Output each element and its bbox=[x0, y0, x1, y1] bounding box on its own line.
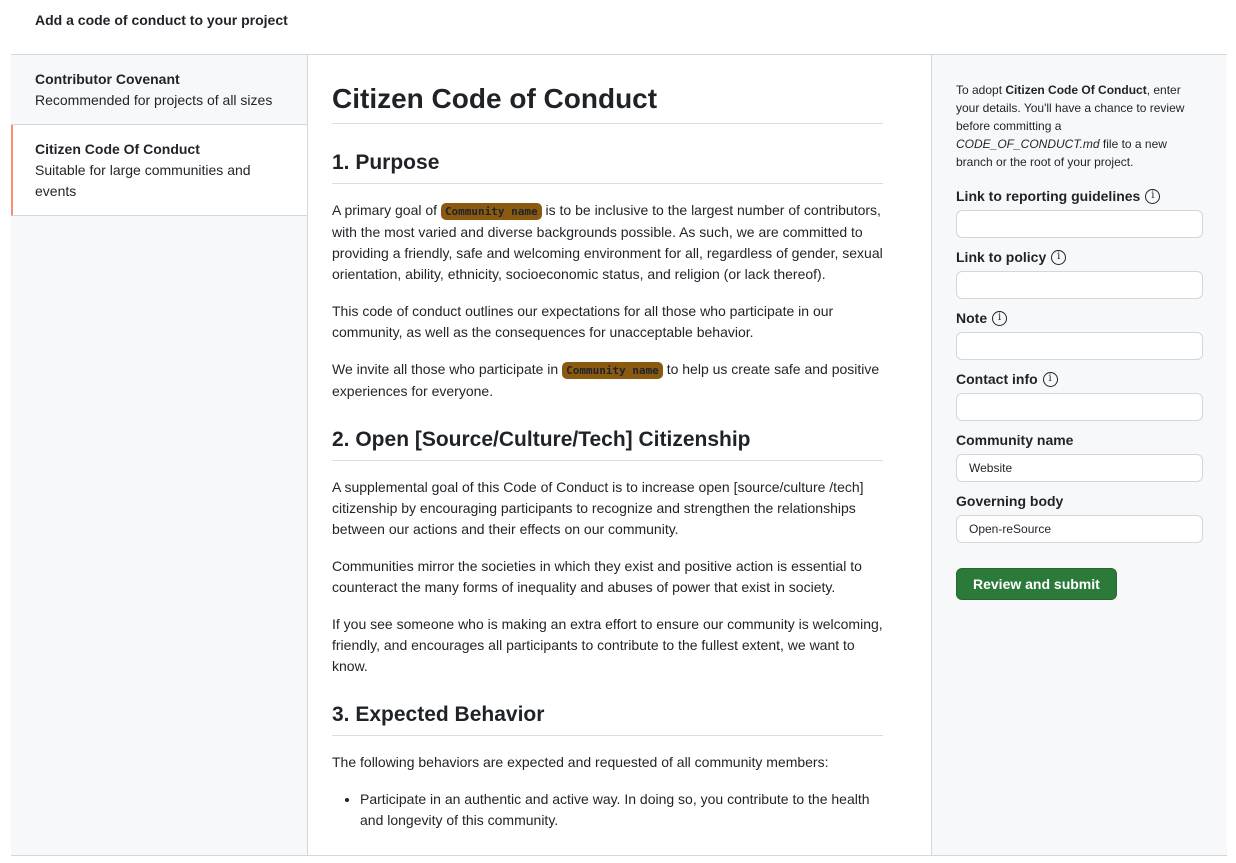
contact-info-input[interactable] bbox=[956, 393, 1203, 421]
sidebar-item-desc: Recommended for projects of all sizes bbox=[35, 92, 273, 108]
section-heading: 3. Expected Behavior bbox=[332, 701, 883, 736]
document-preview bbox=[308, 55, 931, 855]
policy-input[interactable] bbox=[956, 271, 1203, 299]
paragraph: Communities mirror the societies in which they exist and positive action is essential to counteract the many forms of inequality and abuses of power that exist in society. bbox=[332, 558, 862, 595]
text: A primary goal of bbox=[332, 202, 441, 218]
text: We invite all those who participate in bbox=[332, 361, 563, 377]
code-of-conduct-chooser bbox=[11, 54, 1227, 856]
note-input[interactable] bbox=[956, 332, 1203, 360]
paragraph: This code of conduct outlines our expectations for all those who participate in our community, as well as the consequences for unacceptable behavior. bbox=[332, 303, 834, 340]
sidebar-item-desc: Suitable for large communities and events bbox=[35, 162, 251, 199]
text: to help us create safe and positive experiences for everyone. bbox=[332, 361, 880, 399]
paragraph bbox=[332, 200, 883, 285]
text: file to a new branch or the root of your project. bbox=[956, 137, 1167, 169]
field-label: Note i bbox=[956, 309, 1203, 327]
text: is to be inclusive to the largest number of contributors, with the most varied and diverse backgrounds possible. As such, we are committed to providing a friendly, safe and welcoming environment for all, regardless of gender, sexual orientation, ability, ethnicity, socioeconomic status, and religion (or lack thereof). bbox=[332, 202, 883, 282]
section-heading: 1. Purpose bbox=[332, 149, 883, 184]
paragraph: If you see someone who is making an extra effort to ensure our community is welcoming, friendly, and encourages all participants to contribute to the fullest extent, we want to know. bbox=[332, 616, 883, 674]
page-header: Add a code of conduct to your project bbox=[35, 12, 288, 28]
field-label: Community name bbox=[956, 432, 1074, 448]
field-label: Link to policy i bbox=[956, 248, 1203, 266]
field-label: Contact info i bbox=[956, 370, 1203, 388]
info-icon[interactable]: i bbox=[1043, 372, 1058, 387]
community-name-placeholder: Community name bbox=[562, 362, 663, 379]
field-label: Link to reporting guidelines i bbox=[956, 187, 1203, 205]
document-title: Citizen Code of Conduct bbox=[332, 81, 883, 124]
sidebar-item-title: Contributor Covenant bbox=[35, 71, 180, 87]
sidebar-item-title: Citizen Code Of Conduct bbox=[35, 141, 200, 157]
field-label: Governing body bbox=[956, 493, 1064, 509]
review-and-submit-button[interactable]: Review and submit bbox=[956, 568, 1117, 600]
details-form bbox=[931, 55, 1227, 855]
governing-body-input[interactable] bbox=[956, 515, 1203, 543]
info-icon[interactable]: i bbox=[1051, 250, 1066, 265]
community-name-placeholder: Community name bbox=[441, 203, 542, 220]
paragraph bbox=[332, 359, 883, 402]
paragraph: A supplemental goal of this Code of Conduct is to increase open [source/culture /tech] citizenship by encouraging participants to recognize and strengthen the relationships between our actions and their effects on our community. bbox=[332, 479, 864, 537]
list-item: • Participate in an authentic and active way. In doing so, you contribute to the health and longevity of this community. bbox=[360, 789, 883, 831]
sidebar-item-contributor-covenant[interactable] bbox=[11, 55, 307, 125]
template-name: Citizen Code Of Conduct bbox=[1005, 83, 1147, 97]
community-name-input[interactable] bbox=[956, 454, 1203, 482]
file-name: CODE_OF_CONDUCT.md bbox=[956, 137, 1100, 151]
template-sidebar bbox=[11, 55, 308, 855]
section-heading: 2. Open [Source/Culture/Tech] Citizenship bbox=[332, 426, 883, 461]
info-icon[interactable]: i bbox=[992, 311, 1007, 326]
text: To adopt bbox=[956, 83, 1006, 97]
list bbox=[332, 789, 883, 831]
paragraph: The following behaviors are expected and requested of all community members: bbox=[332, 754, 829, 770]
reporting-guidelines-input[interactable] bbox=[956, 210, 1203, 238]
info-icon[interactable]: i bbox=[1145, 189, 1160, 204]
text: , enter your details. You'll have a chance to review before committing a bbox=[956, 83, 1185, 133]
form-intro bbox=[956, 81, 1203, 171]
sidebar-item-citizen-code[interactable] bbox=[11, 125, 307, 216]
